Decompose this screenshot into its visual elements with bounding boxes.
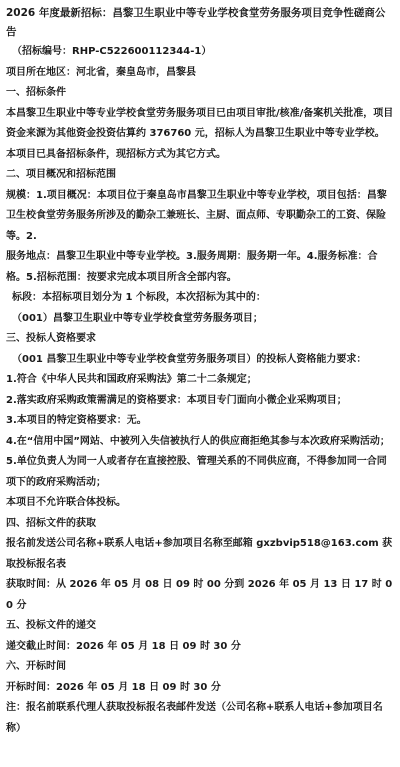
section-heading-opening: 六、开标时间 <box>6 661 66 672</box>
section-heading-submission: 五、投标文件的递交 <box>6 620 96 631</box>
documents-body: 报名前发送公司名称+联系人电话+参加项目名称至邮箱 gxzbvip518@163.com 获取投标报名表 <box>6 538 393 570</box>
overview-lots: 标段：本招标项目划分为 1 个标段，本次招标为其中的： <box>12 292 266 303</box>
qualification-item-2: 2.落实政府采购政策需满足的资格要求：本项目专门面向小微企业采购项目； <box>6 394 347 406</box>
qualification-item-6: 本项目不允许联合体投标。 <box>6 497 126 508</box>
project-location: 项目所在地区：河北省，秦皇岛市，昌黎县 <box>6 66 196 78</box>
announcement-title: 2026 年度最新招标：昌黎卫生职业中等专业学校食堂劳务服务项目竞争性磋商公告 <box>6 7 386 38</box>
registration-note: 注：报名前联系代理人获取投标报名表邮件发送（公司名称+联系人电话+参加项目名称） <box>6 702 383 734</box>
qualification-item-5: 5.单位负责人为同一人或者存在直接控股、管理关系的不同供应商，不得参加同一合同项下的政府采购活动； <box>6 456 387 488</box>
overview-service-place: 服务地点：昌黎卫生职业中等专业学校。3.服务周期：服务期一年。4.服务标准：合格。5.招标范围：按要求完成本项目所含全部内容。 <box>6 251 378 283</box>
opening-time: 开标时间：2026 年 05 月 18 日 09 时 30 分 <box>6 681 221 693</box>
tender-number: （招标编号：RHP-C522600112344-1） <box>12 46 212 57</box>
qualification-item-4: 4.在“信用中国”网站、中被列入失信被执行人的供应商拒绝其参与本次政府采购活动； <box>6 435 390 447</box>
qualifications-intro: （001 昌黎卫生职业中等专业学校食堂劳务服务项目）的投标人资格能力要求： <box>12 353 367 365</box>
qualification-item-3: 3.本项目的特定资格要求：无。 <box>6 415 147 426</box>
overview-lot-001: （001）昌黎卫生职业中等专业学校食堂劳务服务项目； <box>12 312 263 324</box>
section-heading-qualifications: 三、投标人资格要求 <box>6 333 96 344</box>
section-heading-documents: 四、招标文件的获取 <box>6 517 96 529</box>
section-body-conditions: 本昌黎卫生职业中等专业学校食堂劳务服务项目已由项目审批/核准/备案机关批准，项目资金来源为其他资金投资估算约 376760 元，招标人为昌黎卫生职业中等专业学校。本项目已具备招标条件，现招标方式为其它方式。 <box>6 107 394 160</box>
documents-time: 获取时间：从 2026 年 05 月 08 日 09 时 00 分到 2026 年 05 月 13 日 17 时 00 分 <box>6 579 393 611</box>
overview-scale: 规模：1.项目概况：本项目位于秦皇岛市昌黎卫生职业中等专业学校，项目包括：昌黎卫生校食堂劳务服务所涉及的勤杂工兼班长、主厨、面点师、专职勤杂工的工资、保险等。2. <box>6 189 387 242</box>
section-heading-conditions: 一、招标条件 <box>6 87 66 98</box>
qualification-item-1: 1.符合《中华人民共和国政府采购法》第二十二条规定； <box>6 374 257 385</box>
submission-deadline: 递交截止时间：2026 年 05 月 18 日 09 时 30 分 <box>6 640 241 652</box>
section-heading-overview: 二、项目概况和招标范围 <box>6 169 116 180</box>
